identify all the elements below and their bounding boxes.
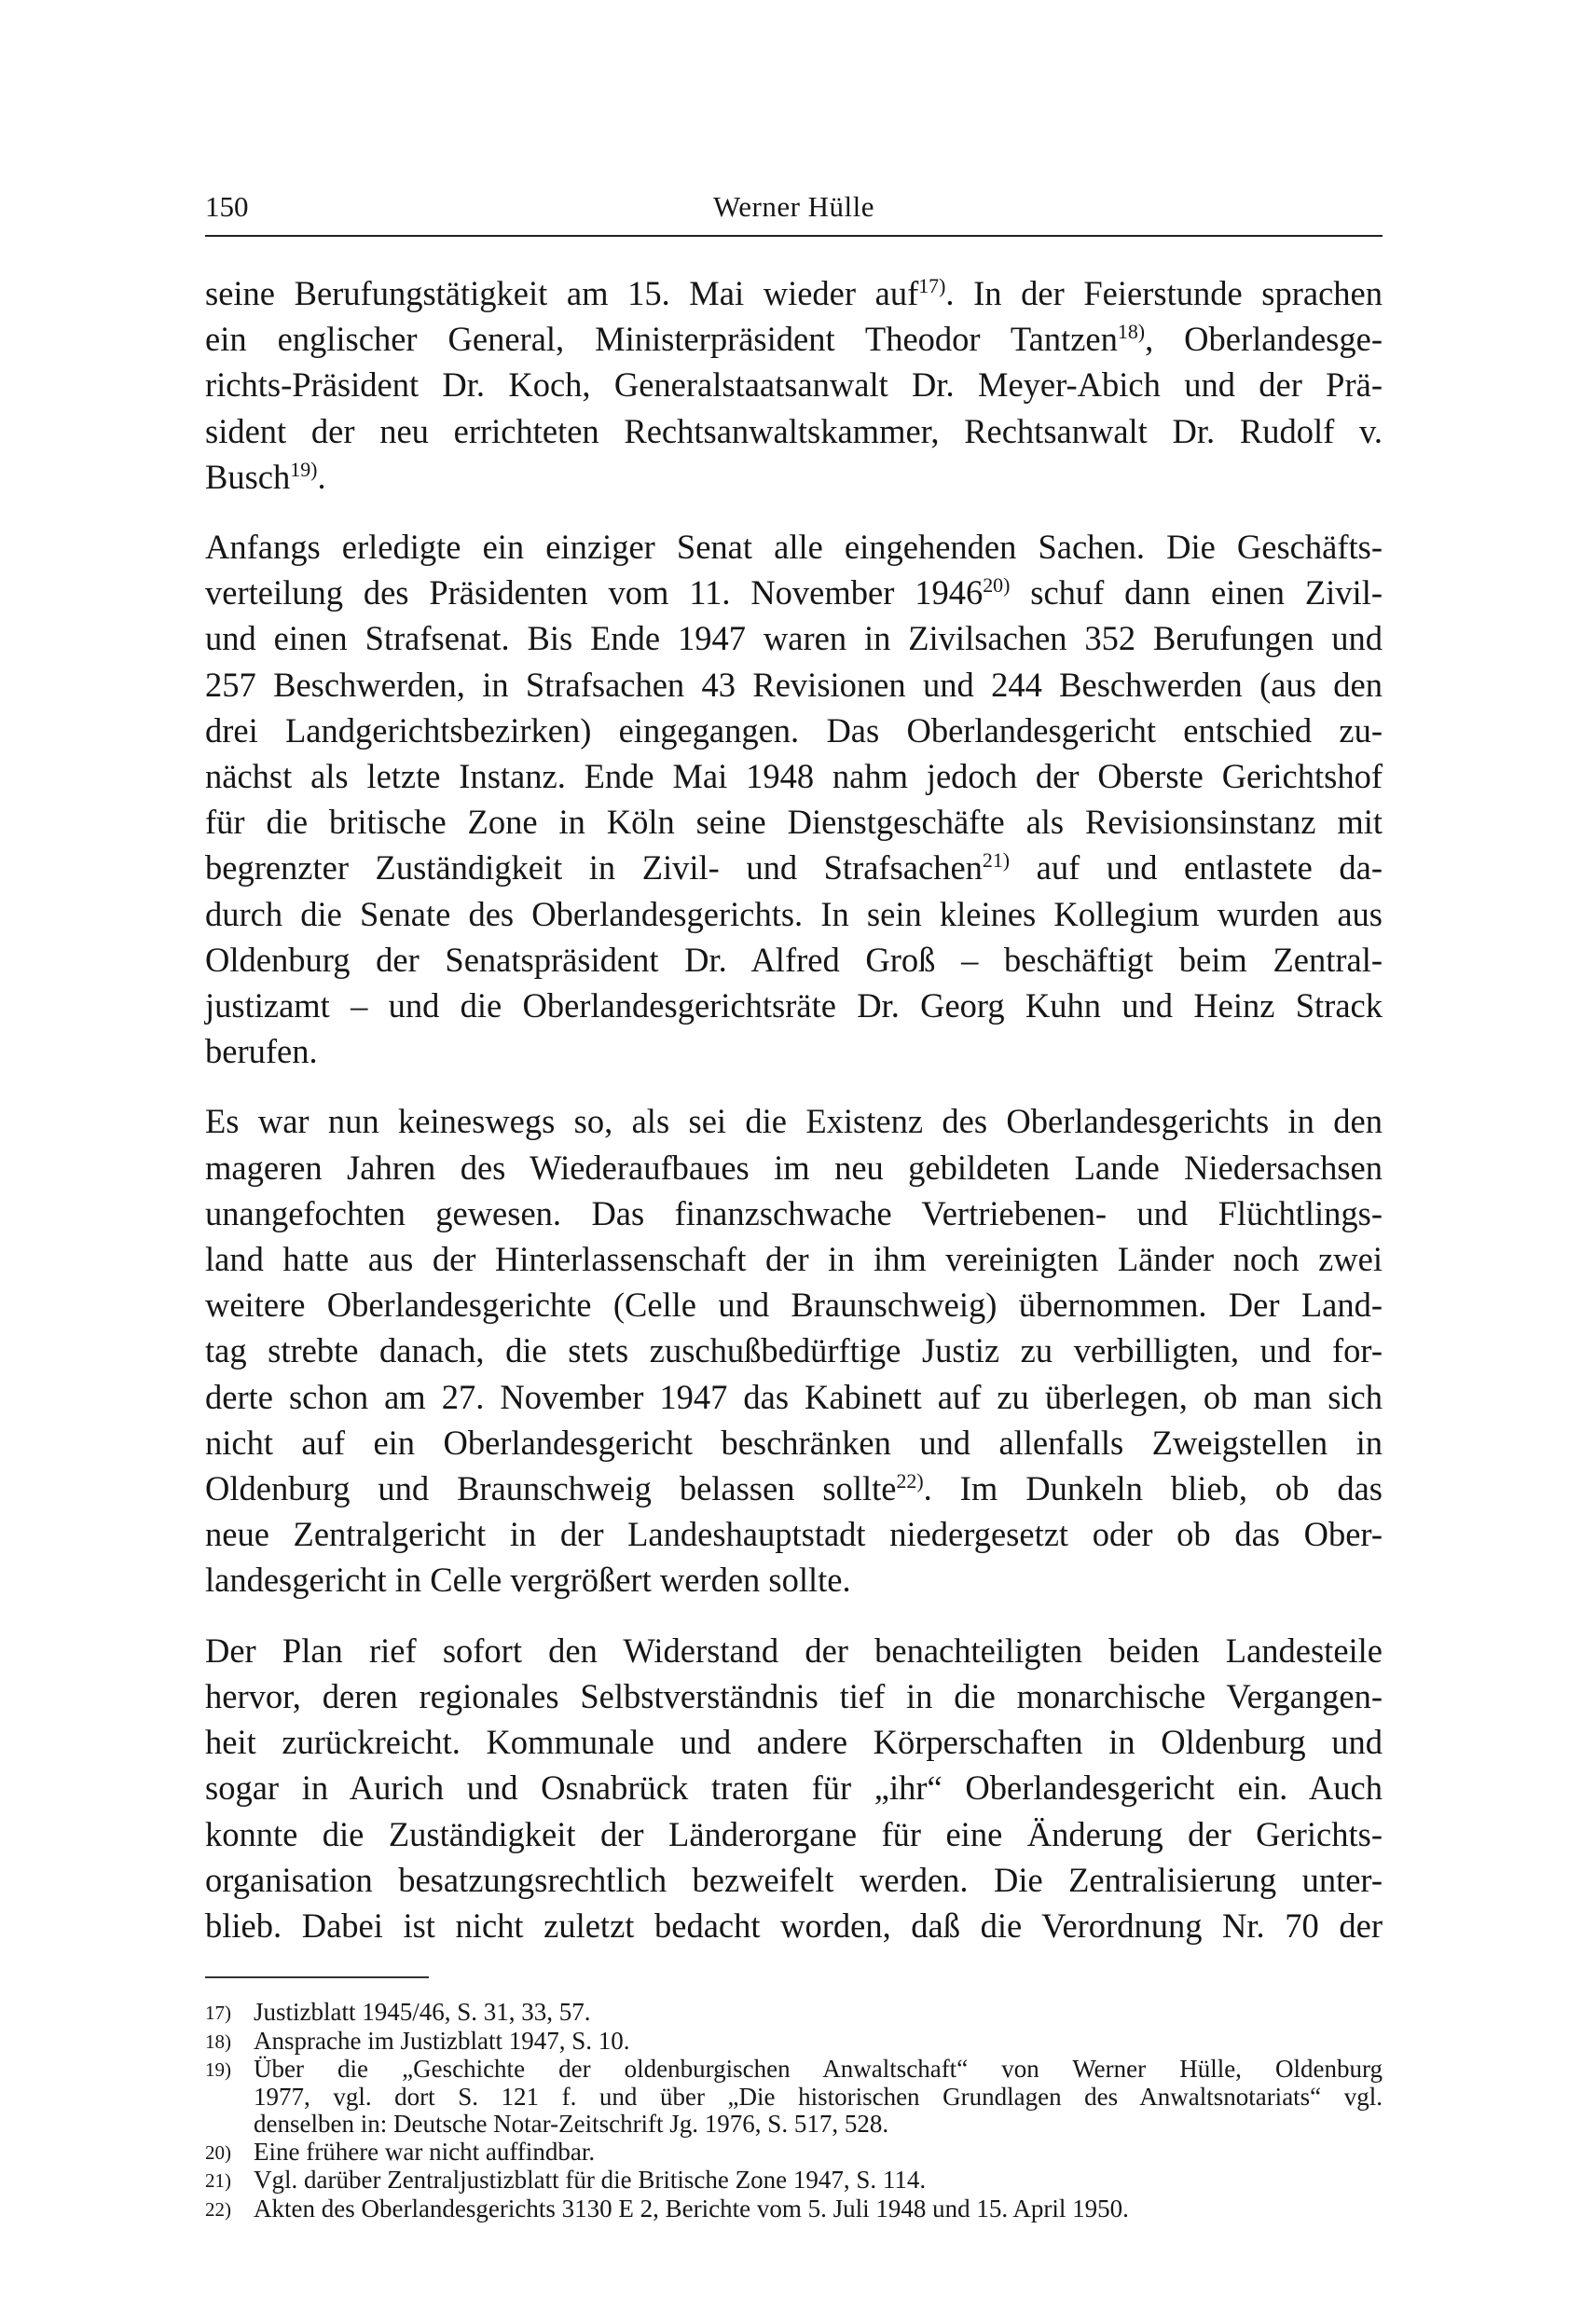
footnote-text: 1977, vgl. dort S. 121 f. und über „Die historischen Grundlagen des Anwaltsnotariats“ vgl.	[254, 2082, 1383, 2111]
running-title: Werner Hülle	[712, 190, 875, 223]
text-line: nächst als letzte Instanz. Ende Mai 1948 nahm jedoch der Oberste Gerichtshof	[205, 757, 1383, 796]
text-line: Oldenburg der Senatspräsident Dr. Alfred Groß – beschäftigt beim Zentral-	[205, 940, 1383, 979]
text-line: richts-Präsident Dr. Koch, Generalstaatsanwalt Dr. Meyer-Abich und der Prä-	[205, 365, 1383, 405]
text-line: durch die Senate des Oberlandesgerichts. In sein kleines Kollegium wurden aus	[205, 894, 1383, 933]
text-line: Oldenburg und Braunschweig belassen sollte$^{22)}$. Im Dunkeln blieb, ob das	[205, 1468, 1383, 1508]
text-line: blieb. Dabei ist nicht zuletzt bedacht worden, daß die Verordnung Nr. 70 der	[205, 1906, 1383, 1945]
footnote-19	[205, 2056, 1383, 2139]
footnote-mark: 18)	[205, 2030, 231, 2053]
footnote-18	[205, 2028, 1383, 2057]
footnote-text: Akten des Oberlandesgerichts 3130 E 2, Berichte vom 5. Juli 1948 und 15. April 1950.	[254, 2194, 1129, 2223]
footnote-ref-21[interactable]: 21)	[982, 848, 1011, 873]
text-line: ein englischer General, Ministerpräsident Theodor Tantzen$^{18)}$, Oberlandesge-	[205, 320, 1383, 359]
footnote-rule	[205, 1976, 429, 1978]
footnote-mark: 21)	[205, 2169, 231, 2193]
text-line: konnte die Zuständigkeit der Länderorgane für eine Änderung der Gerichts-	[205, 1814, 1383, 1853]
footnote-ref-17[interactable]: 17)	[918, 273, 946, 297]
text-line: verteilung des Präsidenten vom 11. November 1946$^{20)}$ schuf dann einen Zivil-	[205, 573, 1383, 612]
text-line: hervor, deren regionales Selbstverständnis tief in die monarchische Vergangen-	[205, 1676, 1383, 1715]
footnote-20	[205, 2139, 1383, 2168]
footnote-mark: 20)	[205, 2140, 231, 2164]
text-line: land hatte aus der Hinterlassenschaft der in ihm vereinigten Länder noch zwei	[205, 1240, 1383, 1279]
text-line: Anfangs erledigte ein einziger Senat alle eingehenden Sachen. Die Geschäfts-	[205, 528, 1383, 567]
footnote-ref-19[interactable]: 19)	[290, 457, 318, 481]
text-line: Es war nun keineswegs so, als sei die Existenz des Oberlandesgerichts in den	[205, 1102, 1383, 1141]
header-rule	[205, 235, 1383, 237]
text-line: justizamt – und die Oberlandesgerichtsräte Dr. Georg Kuhn und Heinz Strack	[205, 986, 1383, 1025]
text-line: sogar in Aurich und Osnabrück traten für „ihr“ Oberlandesgericht ein. Auch	[205, 1768, 1383, 1808]
footnote-text: denselben in: Deutsche Notar-Zeitschrift Jg. 1976, S. 517, 528.	[254, 2110, 889, 2139]
running-head	[205, 183, 1383, 231]
text-line: drei Landgerichtsbezirken) eingegangen. Das Oberlandesgericht entschied zu-	[205, 710, 1383, 750]
footnote-text: Über die „Geschichte der oldenburgischen Anwaltschaft“ von Werner Hülle, Oldenburg	[254, 2055, 1383, 2084]
paragraph-1	[205, 270, 1383, 500]
text-line: Busch$^{19)}$.	[205, 457, 326, 496]
text-line: mageren Jahren des Wiederaufbaues im neu gebildeten Lande Niedersachsen	[205, 1148, 1383, 1187]
footnote-17	[205, 1999, 1383, 2028]
text-line: unangefochten gewesen. Das finanzschwache Vertriebenen- und Flüchtlings-	[205, 1193, 1383, 1232]
book-page	[205, 183, 1383, 2223]
text-line: heit zurückreicht. Kommunale und andere Körperschaften in Oldenburg und	[205, 1723, 1383, 1762]
text-line: nicht auf ein Oberlandesgericht beschränken und allenfalls Zweigstellen in	[205, 1423, 1383, 1462]
text-line: begrenzter Zuständigkeit in Zivil- und Strafsachen$^{21)}$ auf und entlastete da-	[205, 848, 1383, 888]
text-line: tag strebte danach, die stets zuschußbedürftige Justiz zu verbilligten, und for-	[205, 1331, 1383, 1370]
text-line: für die britische Zone in Köln seine Dienstgeschäfte als Revisionsinstanz mit	[205, 803, 1383, 842]
footnotes	[205, 1999, 1383, 2223]
footnote-ref-22[interactable]: 22)	[896, 1468, 924, 1493]
text-line: und einen Strafsenat. Bis Ende 1947 waren in Zivilsachen 352 Berufungen und	[205, 619, 1383, 658]
footnote-22	[205, 2195, 1383, 2224]
body-text	[205, 270, 1383, 1948]
footnote-text: Eine frühere war nicht auffindbar.	[254, 2137, 596, 2166]
text-line: 257 Beschwerden, in Strafsachen 43 Revisionen und 244 Beschwerden (aus den	[205, 665, 1383, 704]
footnote-21	[205, 2167, 1383, 2195]
page-number: 150	[205, 190, 249, 223]
text-line: landesgericht in Celle vergrößert werden sollte.	[205, 1561, 851, 1600]
footnote-text: Vgl. darüber Zentraljustizblatt für die Britische Zone 1947, S. 114.	[254, 2166, 927, 2195]
footnote-text: Ansprache im Justizblatt 1947, S. 10.	[254, 2026, 630, 2055]
paragraph-3	[205, 1098, 1383, 1603]
text-line: organisation besatzungsrechtlich bezweifelt werden. Die Zentralisierung unter-	[205, 1860, 1383, 1899]
footnote-ref-20[interactable]: 20)	[983, 573, 1011, 598]
text-line: seine Berufungstätigkeit am 15. Mai wieder auf$^{17)}$. In der Feierstunde sprachen	[205, 273, 1383, 312]
text-line: Der Plan rief sofort den Widerstand der benachteiligten beiden Landesteile	[205, 1631, 1383, 1670]
footnote-mark: 22)	[205, 2197, 231, 2221]
footnote-ref-18[interactable]: 18)	[1117, 320, 1146, 344]
footnote-mark: 17)	[205, 2002, 231, 2025]
text-line: sident der neu errichteten Rechtsanwaltskammer, Rechtsanwalt Dr. Rudolf v.	[205, 411, 1383, 450]
text-line: neue Zentralgericht in der Landeshauptstadt niedergesetzt oder ob das Ober-	[205, 1515, 1383, 1554]
text-line: derte schon am 27. November 1947 das Kabinett auf zu überlegen, ob man sich	[205, 1377, 1383, 1416]
footnote-text: Justizblatt 1945/46, S. 31, 33, 57.	[254, 1998, 591, 2027]
text-line: weitere Oberlandesgerichte (Celle und Braunschweig) übernommen. Der Land-	[205, 1286, 1383, 1325]
text-line: berufen.	[205, 1032, 318, 1071]
paragraph-2	[205, 524, 1383, 1074]
paragraph-4	[205, 1628, 1383, 1948]
footnote-mark: 19)	[205, 2058, 231, 2082]
